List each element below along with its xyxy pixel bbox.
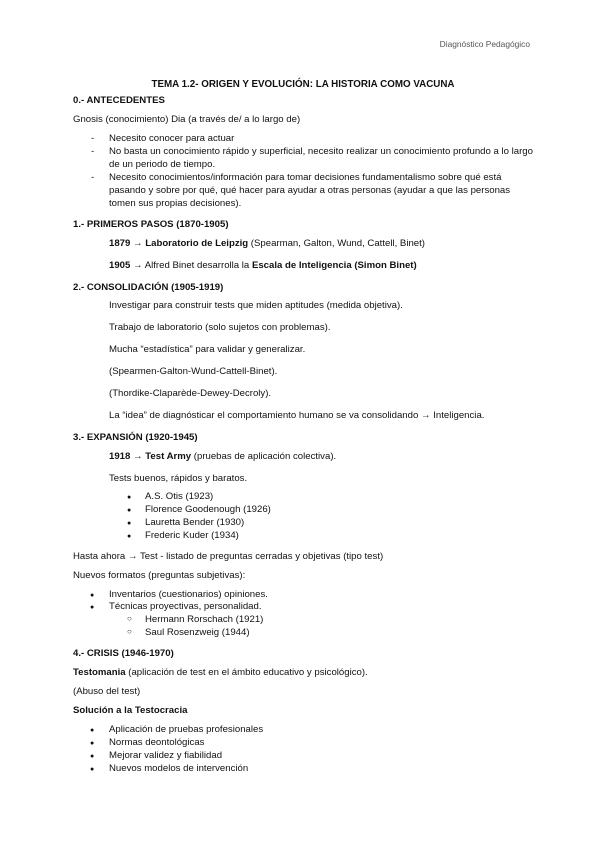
list-item: ● Nuevos modelos de intervención (73, 763, 533, 776)
section-heading-consolidacion: 2.- CONSOLIDACIÓN (1905-1919) (73, 281, 224, 293)
solucion-heading: Solución a la Testocracia (73, 705, 188, 717)
section-heading-expansion: 3.- EXPANSIÓN (1920-1945) (73, 432, 198, 444)
gnosis-definition: Gnosis (conocimiento) Dia (a través de/ a lo largo de) (73, 114, 301, 126)
projective-authors-list (73, 614, 533, 640)
hasta-ahora-line: Hasta ahora → Test - listado de preguntas cerradas y objetivas (tipo test) (73, 550, 384, 562)
consolidacion-line: Investigar para construir tests que miden aptitudes (medida objetiva). (109, 300, 403, 312)
expansion-block (73, 451, 533, 486)
list-item: ○ Hermann Rorschach (1921) (73, 614, 533, 627)
authors-list (73, 491, 533, 543)
document-body (73, 78, 533, 782)
list-item: ● Inventarios (cuestionarios) opiniones. (73, 589, 533, 602)
list-item: - Necesito conocer para actuar (73, 133, 533, 146)
consolidacion-line: La “idea” de diagnósticar el comportamiento humano se va consolidando → Inteligencia. (109, 410, 485, 422)
consolidacion-line: Mucha “estadística” para validar y generalizar. (109, 344, 306, 356)
testomania-rest: (aplicación de test en el ámbito educativo y psicológico). (125, 667, 368, 679)
abuso-line: (Abuso del test) (73, 686, 141, 698)
list-item: - Necesito conocimientos/información para tomar decisiones fundamentalismo sobre qué está pasando y sobre por qué, qué hacer para ayudar a otras personas (ayudar a que las personas tomen sus propias decisiones). (73, 172, 533, 211)
consolidacion-line: (Spearmen-Galton-Wund-Cattell-Binet). (109, 366, 278, 378)
section-heading-antecedentes: 0.- ANTECEDENTES (73, 95, 165, 107)
consolidacion-block (73, 300, 533, 423)
antecedentes-list (73, 133, 533, 211)
running-header: Diagnóstico Pedagógico (439, 39, 530, 49)
leipzig-bold: 1879 → Laboratorio de Leipzig (109, 237, 249, 249)
nuevos-formatos-line: Nuevos formatos (preguntas subjetivas): (73, 569, 246, 581)
document-title: TEMA 1.2- ORIGEN Y EVOLUCIÓN: LA HISTORIA COMO VACUNA (151, 79, 455, 90)
leipzig-line (109, 238, 533, 251)
leipzig-rest: (Spearman, Galton, Wund, Cattell, Binet) (248, 237, 425, 249)
list-item: ○ Saul Rosenzweig (1944) (73, 627, 533, 640)
binet-mid: → Alfred Binet desarrolla la (130, 259, 252, 271)
binet-line (109, 260, 533, 273)
testomania-bold: Testomania (73, 667, 126, 679)
list-item: ● Normas deontológicas (73, 737, 533, 750)
testomania-line (73, 667, 533, 680)
list-item: ● Mejorar validez y fiabilidad (73, 750, 533, 763)
test-army-bold: 1918 → Test Army (109, 451, 192, 463)
list-item: ● Florence Goodenough (1926) (73, 504, 533, 517)
list-item: ● Frederic Kuder (1934) (73, 530, 533, 543)
consolidacion-line: (Thordike-Claparède-Dewey-Decroly). (109, 388, 272, 400)
consolidacion-line: Trabajo de laboratorio (solo sujetos con problemas). (109, 322, 331, 334)
list-item: ● Aplicación de pruebas profesionales (73, 724, 533, 737)
binet-scale: Escala de Inteligencia (Simon Binet) (251, 259, 417, 271)
primeros-pasos-block (73, 238, 533, 273)
test-army-rest: (pruebas de aplicación colectiva). (191, 451, 337, 463)
list-item: - No basta un conocimiento rápido y superficial, necesito realizar un conocimiento profundo a lo largo de un periodo de tiempo. (73, 146, 533, 172)
list-item: ● Técnicas proyectivas, personalidad. (73, 601, 533, 614)
test-army-line (109, 451, 533, 464)
tests-buenos-line: Tests buenos, rápidos y baratos. (109, 472, 248, 484)
section-heading-primeros-pasos: 1.- PRIMEROS PASOS (1870-1905) (73, 218, 229, 230)
binet-year: 1905 (109, 259, 131, 271)
list-item: ● A.S. Otis (1923) (73, 491, 533, 504)
list-item: ● Lauretta Bender (1930) (73, 517, 533, 530)
formats-list (73, 589, 533, 615)
section-heading-crisis: 4.- CRISIS (1946-1970) (73, 648, 174, 660)
solucion-list (73, 724, 533, 776)
